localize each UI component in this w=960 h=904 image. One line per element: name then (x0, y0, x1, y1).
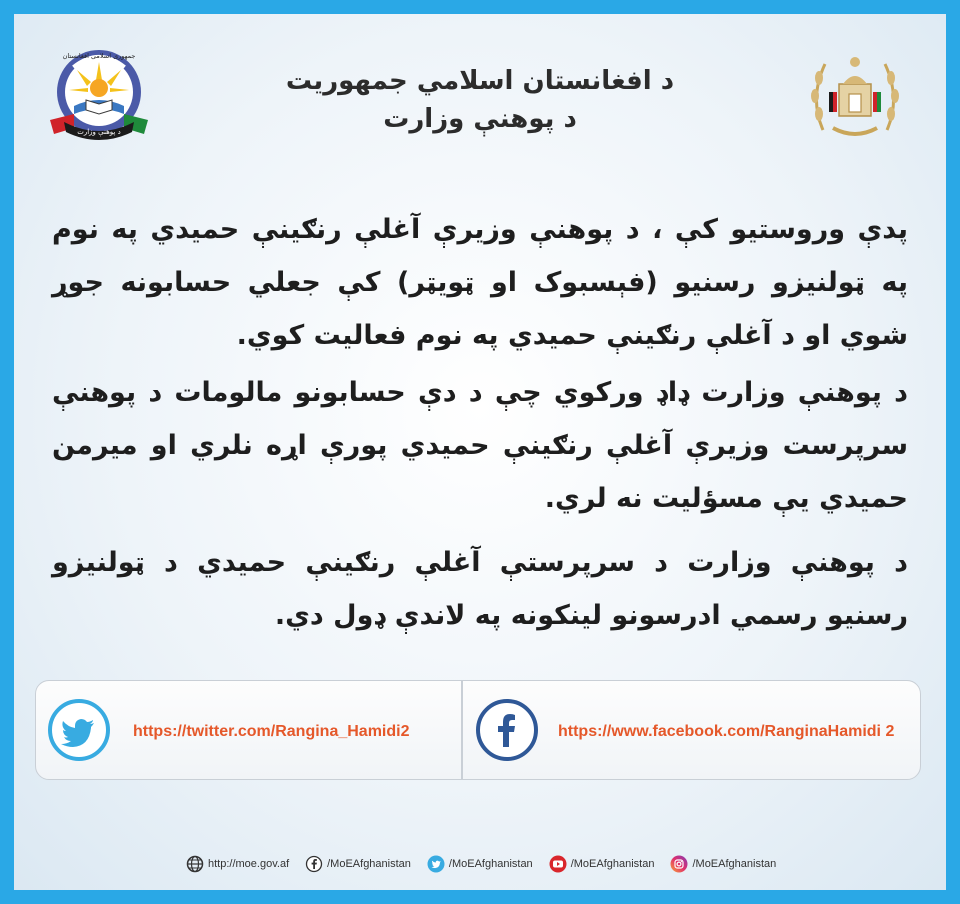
facebook-link[interactable]: https://www.facebook.com/RanginaHamidi 2 (558, 723, 895, 740)
footer (186, 853, 776, 875)
moe-logo (44, 44, 154, 144)
footer-youtube[interactable] (549, 855, 655, 873)
footer-website[interactable] (186, 855, 289, 873)
header-line-2: د پوهنې وزارت (383, 104, 577, 134)
globe-icon (186, 855, 204, 873)
youtube-icon (549, 855, 567, 873)
twitter-icon[interactable] (48, 699, 110, 761)
footer-twitter[interactable] (427, 855, 533, 873)
twitter-link[interactable]: https://twitter.com/Rangina_Hamidi2 (133, 723, 410, 740)
facebook-icon[interactable] (476, 699, 538, 761)
footer-instagram[interactable] (670, 855, 776, 873)
body-paragraph-3: د پوهنې وزارت د سرپرستې آغلې رنګينې حميدي د ټولنيزو رسنيو رسمي ادرسونو لينکونه په لاندې ډول دي. (52, 547, 908, 631)
footer-youtube-text: /MoEAfghanistan (570, 858, 655, 870)
social-links-box (35, 680, 921, 780)
footer-website-text: http://moe.gov.af (208, 858, 290, 870)
links-divider (461, 681, 463, 779)
facebook-small-icon (305, 855, 323, 873)
moe-logo-bottom-text: د پوهنې وزارت (77, 128, 121, 136)
body-paragraph-2: د پوهنې وزارت ډاډ ورکوي چې د دې حسابونو مالومات د پوهنې سرپرست وزيرې آغلې رنګينې حميدي پورې اړه نلري او ميرمن حميدي يې مسؤليت نه لري. (52, 377, 908, 514)
body-paragraph-1: پدې وروستيو کې ، د پوهنې وزيرې آغلې رنګينې حميدي په نوم په ټولنيزو رسنيو (فېسبوک او ټويټر) کې جعلي حسابونه جوړ شوي او د آغلې رنګينې حميدي په نوم فعاليت کوي. (52, 214, 908, 351)
footer-facebook-text: /MoEAfghanistan (327, 858, 411, 870)
twitter-small-icon (427, 855, 445, 873)
footer-facebook[interactable] (305, 855, 411, 873)
footer-twitter-text: /MoEAfghanistan (448, 858, 533, 870)
afghan-emblem (805, 48, 905, 144)
page-header (280, 62, 680, 138)
footer-instagram-text: /MoEAfghanistan (692, 858, 777, 870)
header-line-1: د افغانستان اسلامي جمهوريت (285, 66, 675, 96)
moe-logo-top-text: جمهوری اسلامی افغانستان (62, 52, 136, 60)
instagram-icon (670, 855, 688, 873)
